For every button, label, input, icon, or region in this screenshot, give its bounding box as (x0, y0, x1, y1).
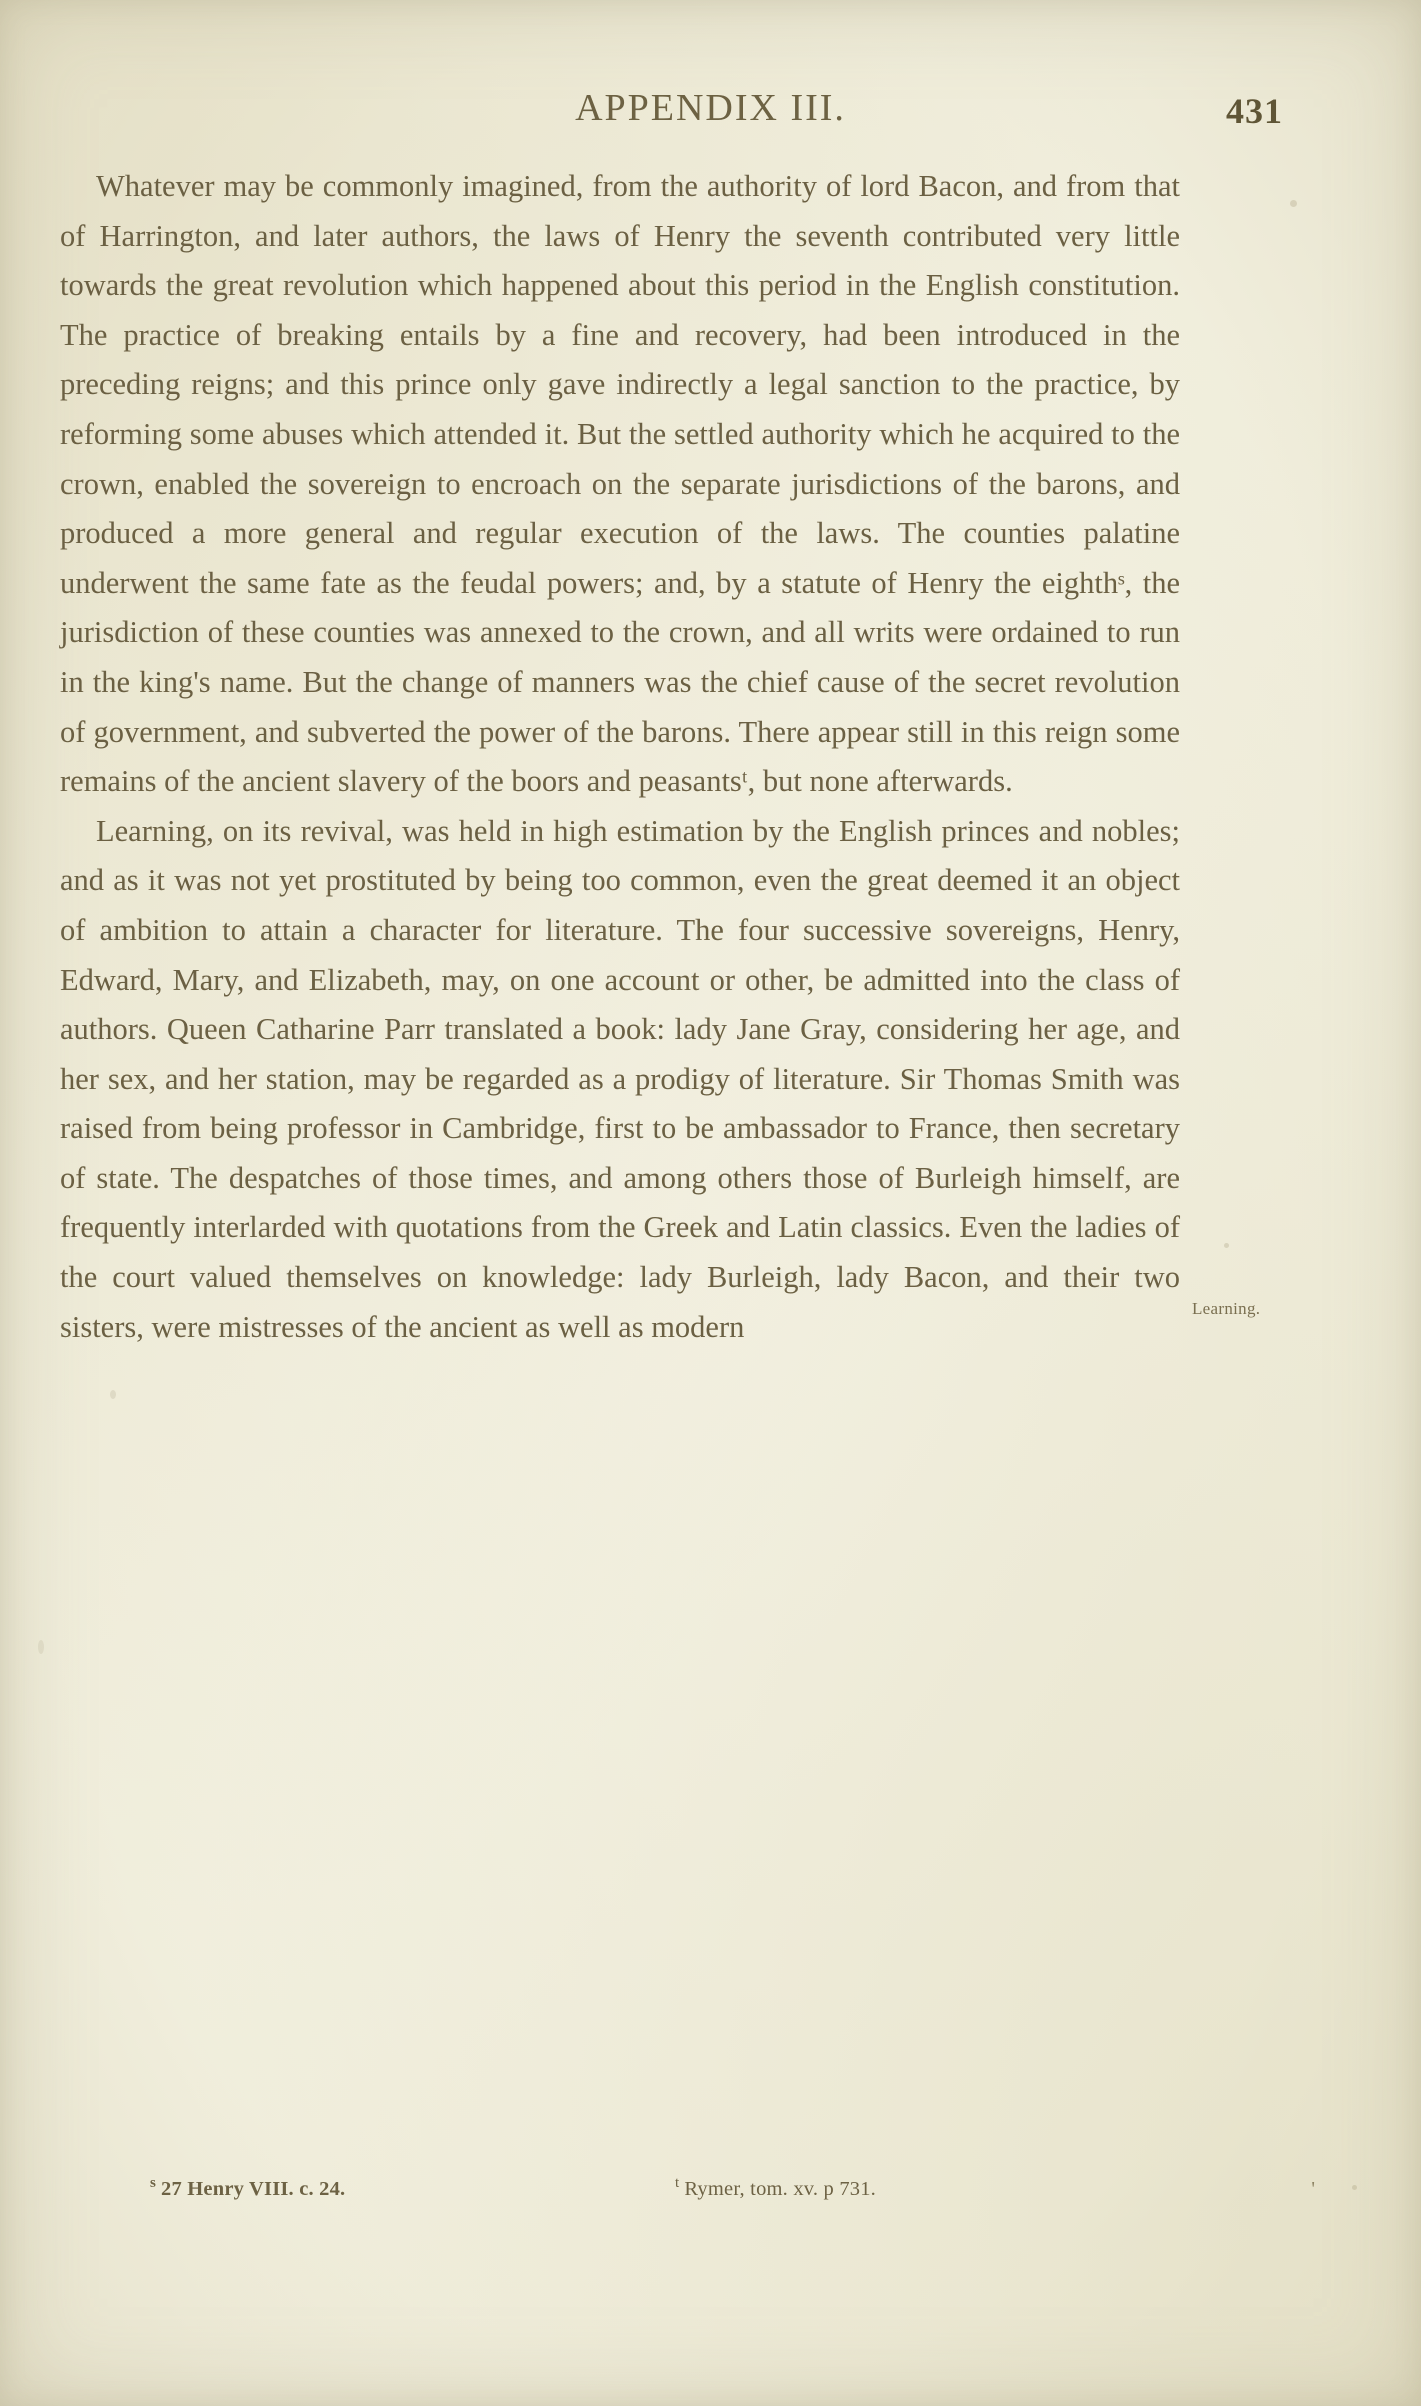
page-number: 431 (1226, 91, 1283, 131)
footnote-mark: s (150, 2175, 157, 2191)
page-header (0, 86, 1421, 132)
running-head: APPENDIX III. (575, 87, 846, 129)
footnote-text: 27 Henry VIII. c. 24. (161, 2177, 346, 2200)
footnote-right (675, 2175, 876, 2201)
paragraph: Learning, on its revival, was held in high estimation by the English princes and nobles; and as it was not yet prostituted by being too common, even the great deemed it an object of ambition to attain a character for literature. The four successive sovereigns, Henry, Edward, Mary, and Elizabeth, may, on one account or other, be admitted into the class of authors. Queen Catharine Parr translated a book: lady Jane Gray, considering her age, and her sex, and her station, may be regarded as a prodigy of literature. Sir Thomas Smith was raised from being professor in Cambridge, first to be ambassador to France, then secretary of state. The despatches of those times, and among others those of Burleigh himself, are frequently interlarded with quotations from the Greek and Latin classics. Even the ladies of the court valued themselves on knowledge: lady Burleigh, lady Bacon, and their two sisters, were mistresses of the ancient as well as modern (60, 813, 1180, 1344)
stray-ink-mark: ' (1311, 2178, 1315, 2200)
paragraph: Whatever may be commonly imagined, from the authority of lord Bacon, and from that of Harrington, and later authors, the laws of Henry the seventh contributed very little towards the great revolution which happened about this period in the English constitution. The practice of breaking entails by a fine and recovery, had been introduced in the preceding reigns; and this prince only gave indirectly a legal sanction to the practice, by reforming some abuses which attended it. But the settled authority which he acquired to the crown, enabled the sovereign to encroach on the separate jurisdictions of the barons, and produced a more general and regular execution of the laws. The counties palatine underwent the same fate as the feudal powers; and, by a statute of Henry the eighthˢ, the jurisdiction of these counties was annexed to the crown, and all writs were ordained to run in the king's name. But the change of manners was the chief cause of the secret revolution of government, and subverted the power of the barons. There appear still in this reign some remains of the ancient slavery of the boors and peasantsᵗ, but none afterwards. (60, 169, 1180, 799)
footnotes (60, 2175, 1180, 2215)
body-text (60, 162, 1180, 1352)
footnote-text: Rymer, tom. xv. p 731. (684, 2177, 876, 2200)
marginal-note: Learning. (1192, 1299, 1261, 1318)
footnote-mark: t (675, 2175, 680, 2191)
footnote-left (150, 2175, 345, 2201)
